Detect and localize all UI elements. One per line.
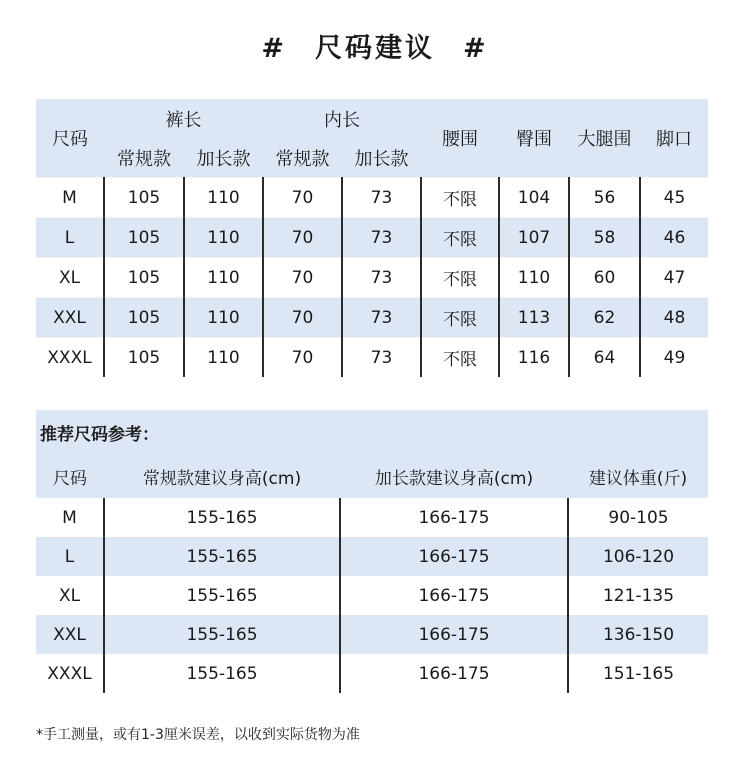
table-row bbox=[36, 537, 708, 576]
cell-leg-opening: 48 bbox=[640, 298, 708, 338]
cell-weight: 151-165 bbox=[568, 654, 708, 693]
table-row bbox=[36, 498, 708, 537]
header-size: 尺码 bbox=[36, 454, 104, 498]
header-thigh: 大腿围 bbox=[569, 99, 640, 178]
cell-long-height: 166-175 bbox=[340, 654, 568, 693]
cell-long-height: 166-175 bbox=[340, 615, 568, 654]
cell-size: XXL bbox=[36, 615, 104, 654]
table-row bbox=[36, 576, 708, 615]
cell-weight: 121-135 bbox=[568, 576, 708, 615]
cell-size: XL bbox=[58, 585, 81, 606]
page-title bbox=[0, 26, 750, 65]
cell-inseam-long: 73 bbox=[342, 178, 421, 218]
cell-inseam-long: 73 bbox=[342, 218, 421, 258]
cell-weight: 106-120 bbox=[568, 537, 708, 576]
cell-weight: 136-150 bbox=[568, 615, 708, 654]
size-table bbox=[36, 99, 708, 377]
cell-size: XL bbox=[36, 258, 104, 298]
cell-hip: 116 bbox=[499, 338, 569, 378]
cell-size: XXXL bbox=[36, 338, 104, 378]
cell-regular-height: 155-165 bbox=[104, 615, 340, 654]
cell-inseam-long: 73 bbox=[342, 338, 421, 378]
title-text: 尺码建议 bbox=[315, 33, 435, 64]
table-row bbox=[36, 258, 708, 298]
cell-length-regular: 105 bbox=[104, 298, 184, 338]
cell-regular-height: 155-165 bbox=[104, 498, 340, 537]
cell-leg-opening: 47 bbox=[640, 258, 708, 298]
cell-length-long: 110 bbox=[184, 258, 263, 298]
cell-size: M bbox=[36, 178, 104, 218]
cell-inseam-regular: 70 bbox=[263, 218, 342, 258]
cell-inseam-regular: 70 bbox=[263, 338, 342, 378]
cell-regular-height: 155-165 bbox=[104, 537, 340, 576]
cell-inseam-regular: 70 bbox=[263, 258, 342, 298]
cell-length-regular: 105 bbox=[104, 338, 184, 378]
reference-table bbox=[36, 410, 708, 693]
reference-caption: 推荐尺码参考： bbox=[36, 410, 708, 454]
header-length-regular: 常规款 bbox=[104, 139, 184, 178]
cell-thigh: 60 bbox=[569, 258, 640, 298]
cell-waist: 不限 bbox=[421, 258, 499, 298]
cell-length-regular: 105 bbox=[104, 178, 184, 218]
table-row bbox=[36, 298, 708, 338]
cell-leg-opening: 46 bbox=[640, 218, 708, 258]
cell-hip: 107 bbox=[499, 218, 569, 258]
cell-long-height: 166-175 bbox=[340, 537, 568, 576]
cell-inseam-long: 73 bbox=[342, 298, 421, 338]
header-weight: 建议体重(斤) bbox=[568, 454, 708, 498]
table-row bbox=[36, 338, 708, 378]
cell-thigh: 58 bbox=[569, 218, 640, 258]
cell-leg-opening: 45 bbox=[640, 178, 708, 218]
cell-hip: 104 bbox=[499, 178, 569, 218]
cell-length-long: 110 bbox=[184, 298, 263, 338]
cell-hip: 113 bbox=[499, 298, 569, 338]
cell-waist: 不限 bbox=[421, 218, 499, 258]
cell-size: M bbox=[62, 507, 77, 528]
header-length-long: 加长款 bbox=[184, 139, 263, 178]
table-row bbox=[36, 615, 708, 654]
cell-weight: 90-105 bbox=[568, 498, 708, 537]
table-row bbox=[36, 654, 708, 693]
cell-hip: 110 bbox=[499, 258, 569, 298]
cell-waist: 不限 bbox=[421, 338, 499, 378]
table-row bbox=[36, 178, 708, 218]
header-size: 尺码 bbox=[36, 99, 104, 178]
header-inseam-long: 加长款 bbox=[342, 139, 421, 178]
cell-thigh: 64 bbox=[569, 338, 640, 378]
cell-regular-height: 155-165 bbox=[104, 654, 340, 693]
cell-regular-height: 155-165 bbox=[104, 576, 340, 615]
cell-length-regular: 105 bbox=[104, 258, 184, 298]
header-inseam-regular: 常规款 bbox=[263, 139, 342, 178]
cell-length-long: 110 bbox=[184, 178, 263, 218]
table-row bbox=[36, 218, 708, 258]
cell-length-long: 110 bbox=[184, 218, 263, 258]
header-waist: 腰围 bbox=[421, 99, 499, 178]
header-long-height: 加长款建议身高(cm) bbox=[340, 454, 568, 498]
cell-size: L bbox=[36, 218, 104, 258]
cell-waist: 不限 bbox=[421, 178, 499, 218]
cell-thigh: 56 bbox=[569, 178, 640, 218]
cell-leg-opening: 49 bbox=[640, 338, 708, 378]
cell-inseam-long: 73 bbox=[342, 258, 421, 298]
cell-size: L bbox=[36, 537, 104, 576]
cell-inseam-regular: 70 bbox=[263, 298, 342, 338]
header-inseam: 内长 bbox=[263, 99, 421, 139]
title-right-mark: # bbox=[463, 33, 489, 64]
cell-length-long: 110 bbox=[184, 338, 263, 378]
cell-length-regular: 105 bbox=[104, 218, 184, 258]
header-regular-height: 常规款建议身高(cm) bbox=[104, 454, 340, 498]
footnote: *手工测量，或有1-3厘米误差，以收到实际货物为准 bbox=[36, 727, 360, 743]
cell-long-height: 166-175 bbox=[340, 498, 568, 537]
cell-size: XXL bbox=[36, 298, 104, 338]
cell-inseam-regular: 70 bbox=[263, 178, 342, 218]
header-pant-length: 裤长 bbox=[104, 99, 263, 139]
cell-size: XXXL bbox=[47, 663, 92, 684]
cell-long-height: 166-175 bbox=[340, 576, 568, 615]
title-left-mark: # bbox=[261, 33, 287, 64]
header-leg-opening: 脚口 bbox=[640, 99, 708, 178]
header-hip: 臀围 bbox=[499, 99, 569, 178]
cell-thigh: 62 bbox=[569, 298, 640, 338]
cell-waist: 不限 bbox=[421, 298, 499, 338]
